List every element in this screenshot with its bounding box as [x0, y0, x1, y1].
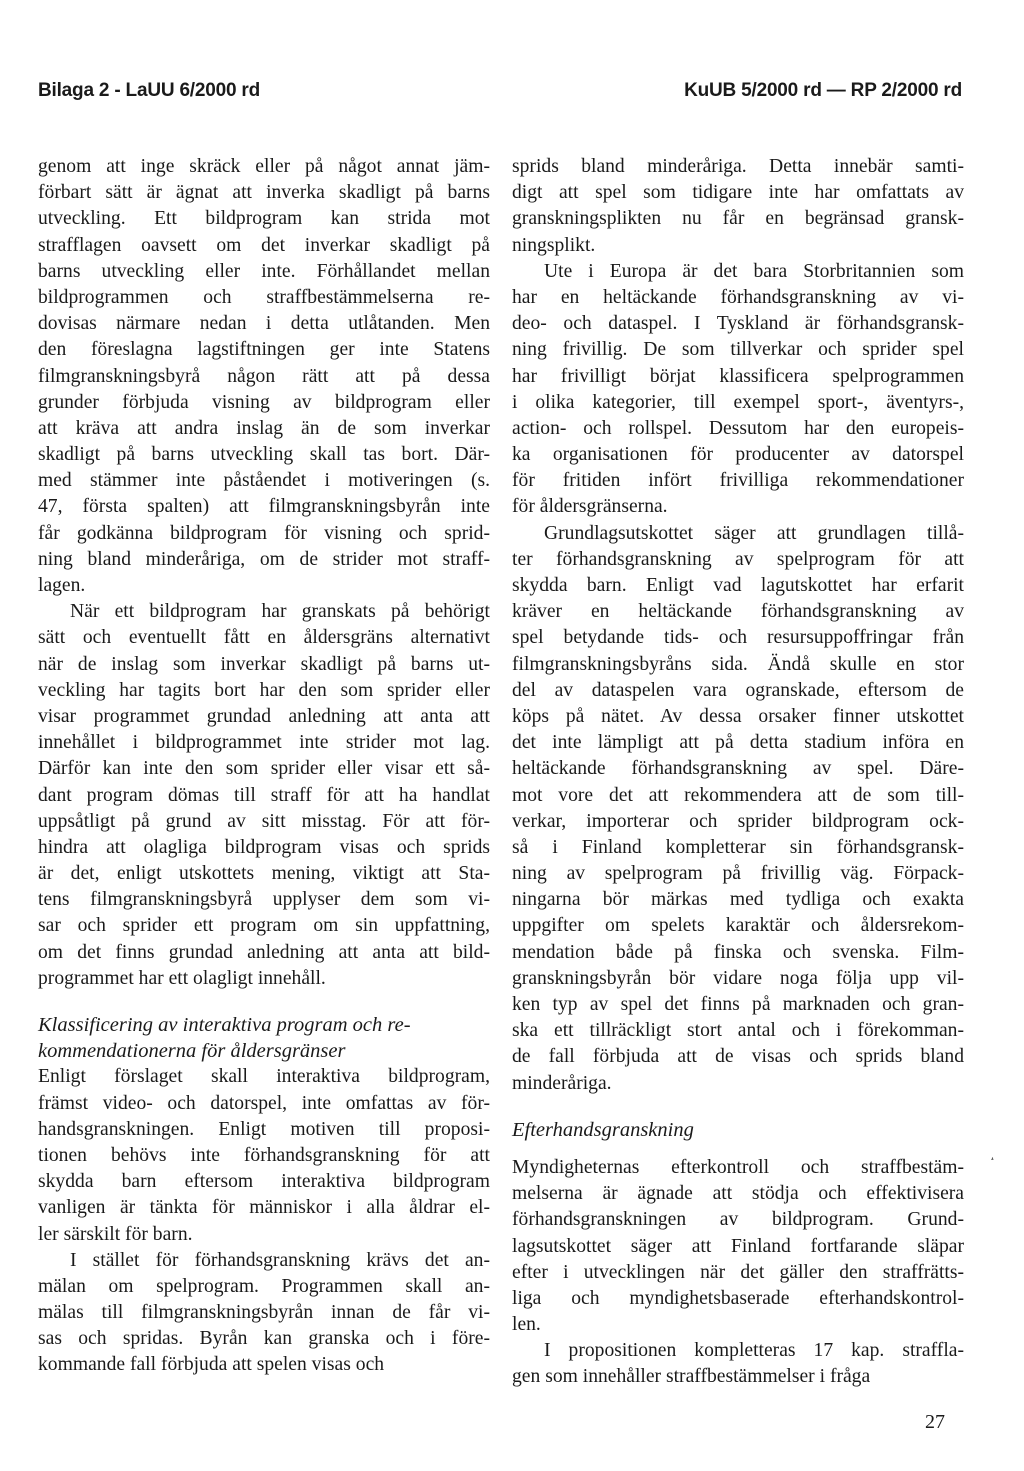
text-line: Myndigheternas efterkontroll och straffbestäm-: [512, 1156, 964, 1178]
text-line: för fritiden infört frivilliga rekommendationer: [512, 470, 964, 492]
stray-mark: ˔: [990, 1150, 995, 1165]
text-line: har frivilligt börjat klassificera spelprogrammen: [512, 365, 964, 387]
heading-line: kommendationerna för åldersgränser: [38, 1040, 346, 1063]
text-line: uppsåtligt på grund av sitt misstag. För att för-: [38, 810, 490, 832]
text-line: genom att inge skräck eller på något annat jäm-: [38, 156, 490, 177]
text-line: lagen.: [38, 575, 86, 596]
text-line: I stället för förhandsgranskning krävs det an-: [70, 1249, 490, 1271]
text-line: efter i utvecklingen när det gäller den straffrätts-: [512, 1261, 964, 1283]
text-line: filmgranskningsbyråns sida. Ändå skulle en stor: [512, 653, 964, 675]
text-line: action- och rollspel. Dessutom har den europeis-: [512, 417, 964, 439]
text-line: kräver en heltäckande förhandsgranskning av: [512, 601, 964, 623]
text-line: tens filmgranskningsbyrå upplyser dem som vi-: [38, 889, 490, 911]
text-line: ler särskilt för barn.: [38, 1223, 193, 1245]
text-line: len.: [512, 1314, 541, 1336]
heading-line: Efterhandsgranskning: [512, 1118, 694, 1141]
text-line: När ett bildprogram har granskats på behörigt: [70, 601, 490, 623]
text-line: spel betydande tids- och resursuppoffringar från: [512, 627, 964, 649]
text-line: verkar, importerar och sprider bildprogram ock-: [512, 810, 964, 832]
text-line: filmgranskningsbyrå någon rätt att på dessa: [38, 365, 490, 387]
text-line: liga och myndighetsbaserade efterhandskontrol-: [512, 1287, 964, 1309]
text-line: bildprogrammen och straffbestämmelserna re-: [38, 286, 490, 308]
text-line: om det finns grundad anledning att anta att bild-: [38, 941, 490, 963]
text-line: sätt och eventuellt fått en åldersgräns alternativt: [38, 627, 490, 649]
header-right-reference: KuUB 5/2000 rd — RP 2/2000 rd: [684, 80, 962, 101]
text-line: tionen behövs inte förhandsgranskning för att: [38, 1144, 490, 1166]
text-line: sprids bland minderåriga. Detta innebär samti-: [512, 156, 964, 177]
text-line: när de inslag som inverkar skadligt på barns ut-: [38, 653, 490, 675]
text-line: ning av spelprogram på frivillig väg. Förpack-: [512, 863, 964, 885]
text-line: ka organisationen för producenter av datorspel: [512, 444, 964, 466]
text-line: får godkänna bildprogram för visning och sprid-: [38, 522, 490, 544]
text-line: Enligt förslaget skall interaktiva bildprogram,: [38, 1066, 490, 1088]
text-line: mot vore det att rekommendera att de som till-: [512, 784, 964, 806]
header-left-reference: Bilaga 2 - LaUU 6/2000 rd: [38, 80, 261, 101]
text-line: heltäckande förhandsgranskning av spel. Däre-: [512, 758, 964, 780]
paragraph: [512, 259, 964, 521]
paragraph: [38, 1064, 490, 1247]
text-line: sar och sprider ett program om sin uppfattning,: [38, 915, 490, 937]
heading-line: Klassificering av interaktiva program och re-: [38, 1014, 411, 1036]
text-line: kommande fall förbjuda att spelen visas och: [38, 1354, 385, 1376]
section-heading: [38, 1012, 490, 1064]
page-number: 27: [925, 1411, 945, 1433]
text-line: ning bland minderåriga, om de strider mot straff-: [38, 548, 490, 570]
paragraph: [512, 1155, 964, 1338]
text-line: mälan om spelprogram. Programmen skall an-: [38, 1275, 490, 1297]
text-line: skydda barn. Enligt vad lagutskottet har erfarit: [512, 575, 964, 596]
text-line: det inte lämpligt att på detta stadium införa en: [512, 732, 964, 754]
text-line: granskningsplikten nu får en begränsad gransk-: [512, 208, 964, 230]
text-line: så i Finland kompletterar sin förhandsgransk-: [512, 836, 964, 858]
text-line: köps på nätet. Av dessa orsaker finner utskottet: [512, 705, 964, 727]
paragraph: [512, 521, 964, 1097]
text-line: digt att spel som tidigare inte har omfattats av: [512, 182, 964, 204]
text-line: i olika kategorier, till exempel sport-, äventyrs-,: [512, 391, 964, 413]
paragraph: [512, 154, 964, 259]
right-column: [512, 154, 964, 1391]
text-line: melserna är ägnade att stödja och effektivisera: [512, 1183, 964, 1205]
text-line: ter förhandsgranskning av spelprogram för att: [512, 548, 964, 570]
page-header: [38, 80, 962, 110]
text-line: del av dataspelen vara ogranskade, eftersom de: [512, 679, 964, 701]
text-line: vanligen är tänkta för människor i alla åldrar el-: [38, 1197, 490, 1219]
text-line: mälas till filmgranskningsbyrån innan de får vi-: [38, 1302, 490, 1324]
text-line: den föreslagna lagstiftningen ger inte Statens: [38, 339, 490, 361]
paragraph: [38, 599, 490, 992]
text-line: ken typ av spel det finns på marknaden och gran-: [512, 994, 964, 1015]
text-line: förbart sätt är ägnat att inverka skadligt på barns: [38, 182, 490, 204]
text-line: med stämmer inte påståendet i motiveringen (s.: [38, 470, 490, 492]
text-line: deo- och dataspel. I Tyskland är förhandsgransk-: [512, 313, 964, 335]
text-line: uppgifter om spelets karaktär och åldersrekom-: [512, 915, 964, 937]
text-line: handsgranskningen. Enligt motiven till proposi-: [38, 1118, 490, 1140]
text-line: skadligt på barns utveckling skall tas bort. Där-: [38, 444, 490, 466]
text-line: gen som innehåller straffbestämmelser i fråga: [512, 1366, 871, 1388]
text-line: programmet har ett olagligt innehåll.: [38, 967, 326, 989]
paragraph: [512, 1338, 964, 1390]
text-line: dant program dömas till straff för att ha handlat: [38, 784, 490, 806]
left-column: [38, 154, 490, 1379]
text-line: granskningsbyrån bör vidare noga följa upp vil-: [512, 967, 964, 989]
text-line: främst video- och datorspel, inte omfattas av för-: [38, 1092, 490, 1114]
section-heading: [512, 1117, 964, 1143]
text-line: har en heltäckande förhandsgranskning av vi-: [512, 286, 964, 308]
text-line: visar programmet grundad anledning att anta att: [38, 705, 490, 727]
text-line: mendation både på finska och svenska. Film-: [512, 941, 964, 963]
text-line: de fall förbjuda att de visas och sprids bland: [512, 1046, 964, 1068]
text-line: ningsplikt.: [512, 234, 596, 256]
text-line: dovisas närmare nedan i detta utlåtanden. Men: [38, 313, 490, 335]
text-line: 47, första spalten) att filmgranskningsbyrån inte: [38, 496, 490, 518]
text-line: för åldersgränserna.: [512, 496, 668, 518]
text-line: minderåriga.: [512, 1072, 612, 1094]
text-line: Ute i Europa är det bara Storbritannien som: [544, 260, 964, 282]
text-line: grunder förbjuda visning av bildprogram eller: [38, 391, 490, 413]
text-line: I propositionen kompletteras 17 kap. straffla-: [544, 1340, 964, 1362]
text-line: är det, enligt utskottets mening, viktigt att Sta-: [38, 863, 490, 885]
paragraph: [38, 154, 490, 599]
text-line: Därför kan inte den som sprider eller visar ett så-: [38, 758, 490, 780]
text-line: veckling har tagits bort har den som sprider eller: [38, 679, 490, 701]
text-line: skydda barn eftersom interaktiva bildprogram: [38, 1171, 490, 1193]
text-line: Grundlagsutskottet säger att grundlagen tillå-: [544, 522, 964, 544]
text-line: ning frivillig. De som tillverkar och sprider spel: [512, 339, 964, 361]
text-line: lagsutskottet säger att Finland fortfarande släpar: [512, 1235, 964, 1257]
text-line: barns utveckling eller inte. Förhållandet mellan: [38, 260, 490, 282]
text-line: förhandsgranskningen av bildprogram. Grund-: [512, 1209, 964, 1231]
text-line: att kräva att andra inslag än de som inverkar: [38, 417, 490, 439]
paragraph: [38, 1248, 490, 1379]
text-line: innehållet i bildprogrammet inte strider mot lag.: [38, 732, 490, 754]
text-line: strafflagen oavsett om det inverkar skadligt på: [38, 234, 490, 256]
text-line: ningarna bör märkas med tydliga och exakta: [512, 889, 964, 911]
text-line: hindra att olagliga bildprogram visas och sprids: [38, 836, 490, 858]
text-line: sas och spridas. Byrån kan granska och i före-: [38, 1328, 490, 1350]
text-line: utveckling. Ett bildprogram kan strida mot: [38, 208, 490, 230]
text-line: ska ett tillräckligt stort antal och i förekomman-: [512, 1020, 964, 1042]
